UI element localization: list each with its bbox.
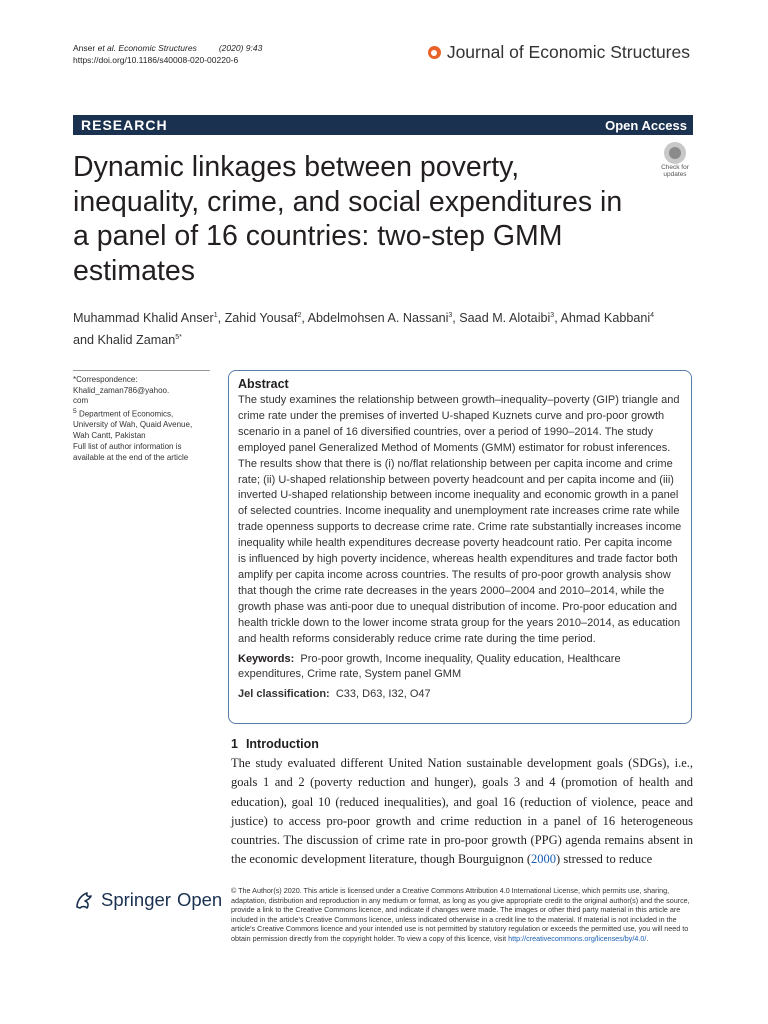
author-list: Muhammad Khalid Anser$^1$, Zahid Yousaf$^2$, Abdelmohsen A. Nassani$^3$, Saad M. Alotaibi$^3$, Ahmad Kabbani$^4$ and Khalid Zaman$^{5*}$ (73, 311, 655, 348)
intro-text-end: ) stressed to reduce (556, 852, 653, 867)
springer-open-logo (73, 889, 222, 911)
author-affiliation: 4 (650, 312, 655, 319)
license-text: © The Author(s) 2020. This article is licensed under a Creative Commons Attribution 4.0 International License, which permits use, sharing, adaptation, distribution and reproduction in any medium or format, as long as you give appropriate credit to the original author(s) and the source, provide a link to the Creative Commons licence, and indicate if changes were made. The images or other third party material in this article are included in the article's Creative Commons licence, unless indicated otherwise in a credit line to the material. If material is not included in the article's Creative Commons licence and your intended use is not permitted by statutory regulation or exceeds the permitted use, you will need to obtain permission directly from the copyright holder. To view a copy of this licence, visit (231, 886, 690, 943)
header-author: Anser (73, 43, 96, 53)
correspondence-email[interactable] (73, 386, 208, 407)
author-name: Zahid Yousaf (224, 311, 298, 326)
check-for-updates-badge[interactable] (655, 140, 695, 180)
check-updates-line1: Check for (661, 164, 689, 171)
intro-text: The study evaluated different United Nation sustainable development goals (SDGs), i.e., goals 1 and 2 (poverty reduction and hunger), goals 3 and 4 (promotion of health and education), goal 10 (reduced inequalities), and goal 16 (reduction of violence, peace and justice) to access pro-poor growth and crime reduction in a panel of 16 heterogeneous countries. The discussion of crime rate in pro-poor growth (PPG) agenda remains absent in the economic development literature, though Bourguignon ( (231, 756, 693, 867)
author-affiliation: 3 (448, 312, 453, 319)
license-end: . (646, 933, 649, 943)
author-name: Muhammad Khalid Anser (73, 311, 214, 326)
license-link[interactable]: http://creativecommons.org/licenses/by/4.0/ (508, 933, 647, 943)
section-title: Introduction (245, 737, 319, 751)
license-notice (231, 886, 693, 944)
header-etal: et al. (97, 43, 117, 53)
keywords-list: Pro-poor growth, Income inequality, Quality education, Healthcare expenditures, Crime rate, System panel GMM (238, 652, 621, 681)
affiliation-sup: 5 (73, 408, 77, 416)
divider (73, 370, 210, 371)
citation-header (73, 42, 262, 66)
abstract-box (228, 370, 692, 724)
jel-label: Jel classification: (238, 688, 330, 701)
journal-name: Journal of Economic Structures (446, 42, 690, 62)
journal-logo-icon (428, 46, 441, 59)
jel-classification (238, 687, 682, 703)
springer-horse-icon (73, 889, 95, 911)
author-affiliation: 1 (213, 312, 218, 319)
open-wordmark: Open (176, 889, 223, 910)
affiliation-text: Department of Economics, University of Wah, Quaid Avenue, Wah Cantt, Pakistan (73, 409, 193, 441)
journal-brand (428, 42, 690, 63)
author-affiliation: 2 (297, 312, 302, 319)
article-title: Dynamic linkages between poverty, inequality, crime, and social expenditures in a panel of 16 countries: two-step GMM estimates (73, 151, 623, 287)
abstract-body: The study examines the relationship between growth–inequality–poverty (GIP) triangle and crime rate under the premises of inverted U-shaped Kuznets curve and pro-poor growth scenario in a panel of 16 diversified countries, over a period of 1990–2014. The study employed panel Generalized Method of Moments (GMM) estimator for robust inferences. The results show that there is (i) no/flat relationship between per capita income and crime rate; (ii) U-shaped relationship between poverty headcount and per capita income and (iii) inverted U-shaped relationship between income inequality and economic growth in a panel of selected countries. Income inequality and unemployment rate increases crime rate while trade openness supports to decrease crime rate. Crime rate substantially increases income inequality while health expenditures decrease poverty headcount ratio. Per capita income is influenced by high poverty incidence, whereas health expenditures and trade factor both amplify per capita income across countries. The results of pro-poor growth analysis show that though the crime rate decreases in the years 2000–2004 and 2010–2014, while the growth phase was anti-poor due to unequal distribution of income. Pro-poor education and health trickle down to the lower income strata group for the years 2010–2014, as education and health reforms considerably reduce crime rate during the time period. (238, 394, 682, 645)
author-affiliation: 3 (550, 312, 555, 319)
author-name: Ahmad Kabbani (560, 311, 651, 326)
check-updates-icon-inner (669, 147, 681, 159)
author-affiliation: 5* (175, 334, 182, 342)
affiliation (73, 407, 208, 442)
author-info-note: Full list of author information is available at the end of the article (73, 441, 189, 462)
header-year-volume: (2020) 9:43 (218, 43, 263, 53)
intro-paragraph (231, 754, 693, 870)
email-line1: Khalid_zaman786@yahoo. (73, 385, 170, 395)
article-type-label: RESEARCH (81, 117, 168, 133)
header-journal-short: Economic Structures (118, 43, 197, 53)
correspondence-label: *Correspondence: (73, 375, 138, 384)
check-updates-line2: updates (663, 171, 687, 178)
author-name: Abdelmohsen A. Nassani (307, 311, 449, 326)
check-updates-text (655, 164, 695, 178)
open-access-label: Open Access (605, 117, 687, 133)
author-name: Khalid Zaman (97, 333, 176, 348)
springer-wordmark: Springer (101, 889, 171, 910)
citation-link[interactable]: 2000 (531, 852, 557, 867)
article-type-bar (73, 115, 693, 135)
section-heading (231, 737, 319, 751)
correspondence-info (73, 375, 208, 463)
author-name: Saad M. Alotaibi (459, 311, 551, 326)
jel-codes: C33, D63, I32, O47 (335, 688, 431, 701)
section-number: 1 (231, 737, 238, 751)
doi-link[interactable]: https://doi.org/10.1186/s40008-020-00220-6 (73, 55, 239, 65)
keywords (238, 652, 682, 684)
email-line2: com (73, 396, 89, 406)
abstract-heading: Abstract (238, 377, 289, 391)
keywords-label: Keywords: (238, 652, 295, 665)
